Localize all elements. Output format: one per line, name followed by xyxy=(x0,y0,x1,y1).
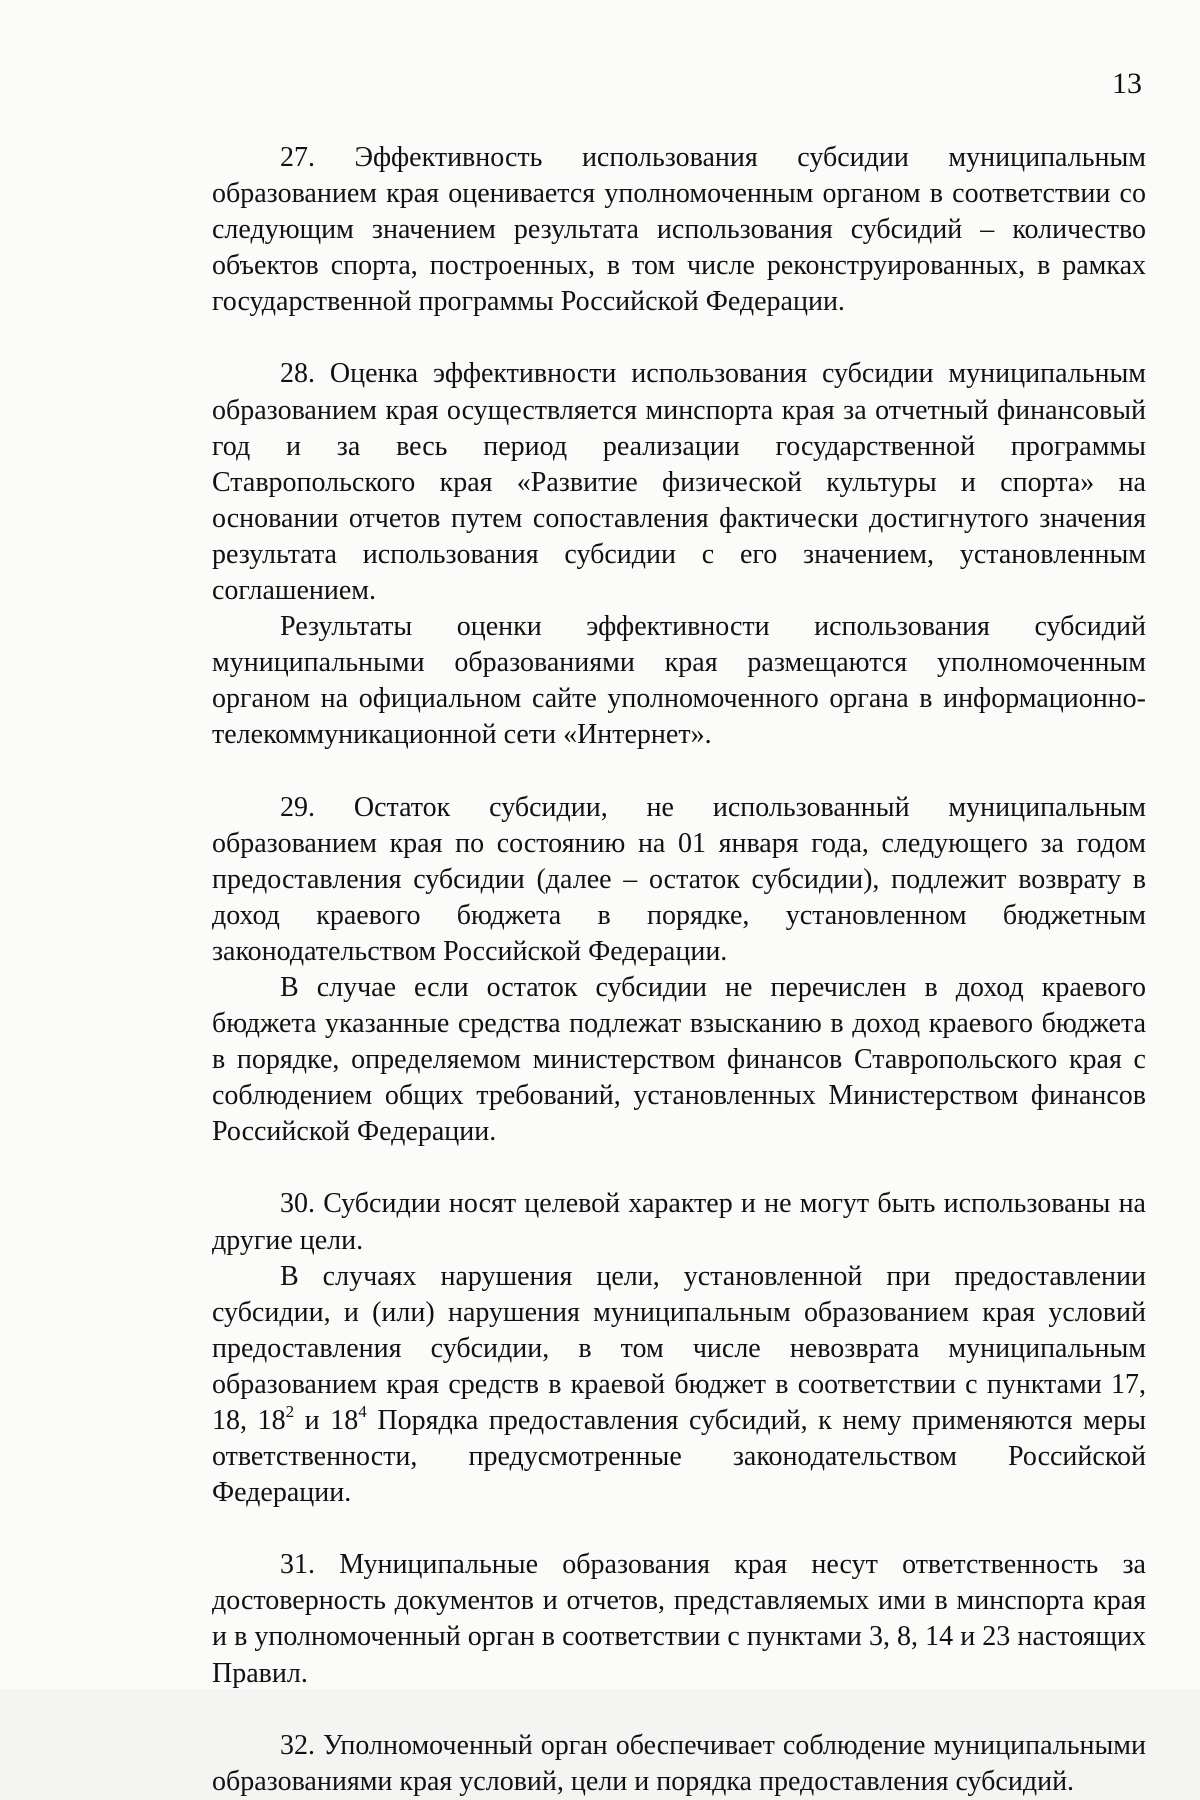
paragraph-29-remainder: В случае если остаток субсидии не перечислен в доход краевого бюджета указанные средства подлежат взысканию в доход краевого бюджета в порядке, определяемом министерством финансов Ставропольского края с соблюдением общих требований, установленных Министерством финансов Российской Федерации. xyxy=(212,971,1146,1148)
paragraph-30-violations xyxy=(212,1259,1146,1512)
paragraph-30-text-part1: В случаях нарушения цели, установленной при предоставлении субсидии, и (или) нарушения муниципальным образованием края условий предоставления субсидии, в том числе невозврата муниципальным образованием края средств в краевой бюджет в соответствии с пунктами 17, 18, 18 xyxy=(212,1260,1146,1436)
paragraph-27: 27. Эффективность использования субсидии муниципальным образованием края оценивается уполномоченным органом в соответствии со следующим значением результата использования субсидий – количество объектов спорта, построенных, в том числе реконструированных, в рамках государственной программы Российской Федерации. xyxy=(212,142,1146,318)
superscript-2: 2 xyxy=(285,1402,295,1421)
document-body xyxy=(212,140,1146,1800)
superscript-4: 4 xyxy=(358,1402,367,1421)
paragraph-30: 30. Субсидии носят целевой характер и не могут быть использованы на другие цели. xyxy=(212,1188,1146,1256)
paragraph-29: 29. Остаток субсидии, не использованный муниципальным образованием края по состоянию на 01 января года, следующего за годом предоставления субсидии (далее – остаток субсидии), подлежит возврату в доход краевого бюджета в порядке, установленном бюджетным законодательством Российской Федерации. xyxy=(212,791,1146,967)
paragraph-28: 28. Оценка эффективности использования субсидии муниципальным образованием края осуществляется минспорта края за отчетный финансовый год и за весь период реализации государственной программы Ставропольского края «Развитие физической культуры и спорта» на основании отчетов путем сопоставления фактически достигнутого значения результата использования субсидии с его значением, установленным соглашением. xyxy=(212,358,1146,607)
paragraph-30-text-part2: и 18 xyxy=(294,1405,359,1436)
paragraph-31: 31. Муниципальные образования края несут ответственность за достоверность документов и отчетов, представляемых ими в минспорта края и в уполномоченный орган в соответствии с пунктами 3, 8, 14 и 23 настоящих Правил. xyxy=(212,1549,1146,1689)
page-number: 13 xyxy=(1112,67,1142,100)
paragraph-28-results: Результаты оценки эффективности использования субсидий муниципальными образованиями края размещаются уполномоченным органом на официальном сайте уполномоченного органа в информационно-телекоммуникационной сети «Интернет». xyxy=(212,611,1146,751)
paragraph-32: 32. Уполномоченный орган обеспечивает соблюдение муниципальными образованиями края условий, цели и порядка предоставления субсидий. xyxy=(212,1729,1146,1797)
paragraph-30-text-part3: Порядка предоставления субсидий, к нему применяются меры ответственности, предусмотренные законодательством Российской Федерации. xyxy=(212,1405,1147,1509)
